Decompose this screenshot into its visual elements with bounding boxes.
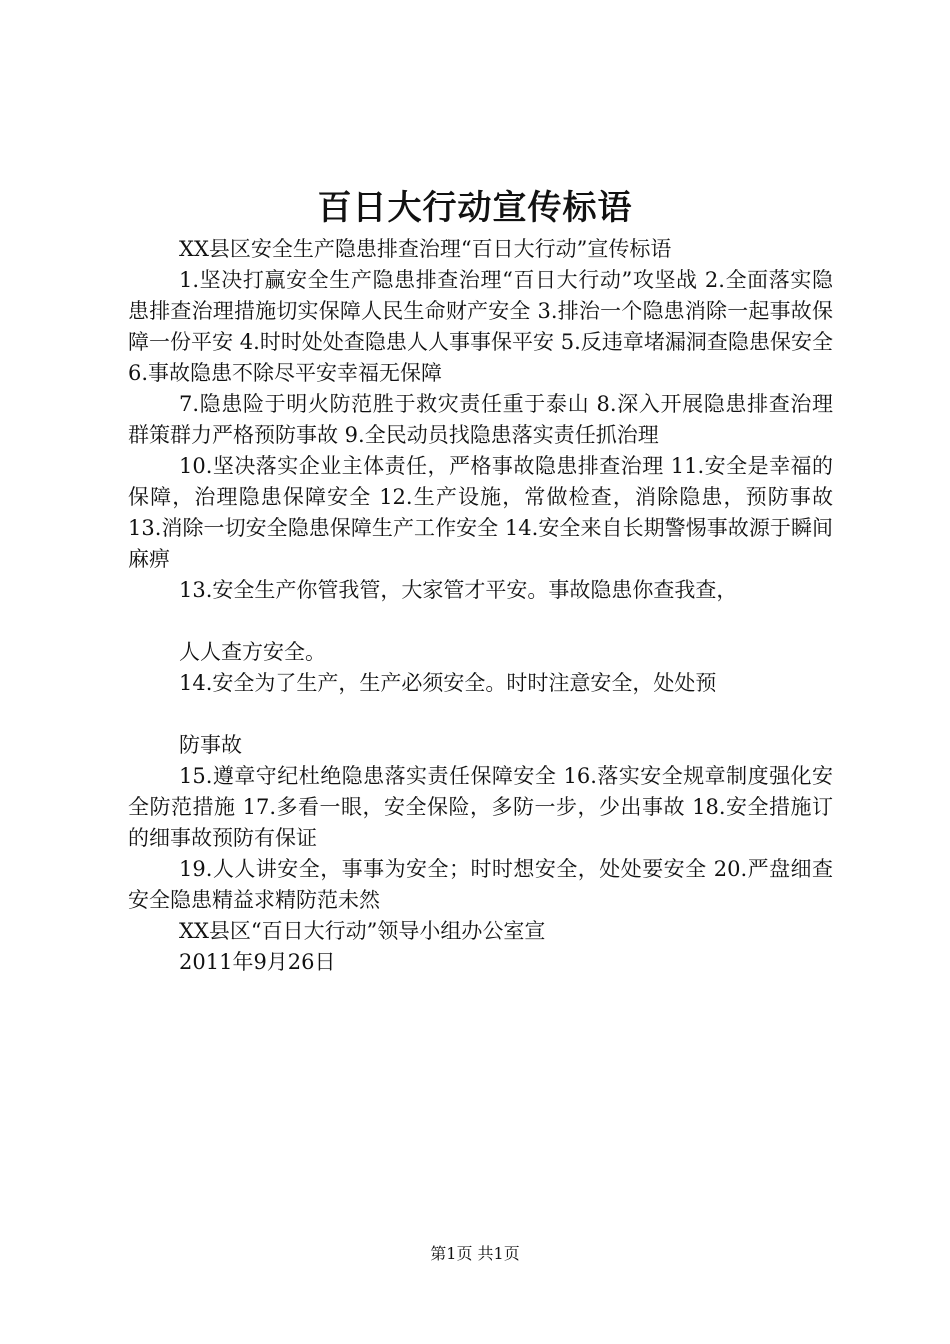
- paragraph-slogans-7-9: 7.隐患险于明火防范胜于救灾责任重于泰山 8.深入开展隐患排查治理群策群力严格预防事故 9.全民动员找隐患落实责任抓治理: [128, 392, 833, 447]
- paragraph-slogan-14-cont: 防事故: [179, 733, 242, 757]
- paragraph-slogan-13: 13.安全生产你管我管，大家管才平安。事故隐患你查我查，: [179, 578, 738, 602]
- paragraph-slogans-1-6: 1.坚决打赢安全生产隐患排查治理“百日大行动”攻坚战 2.全面落实隐患排查治理措施切实保障人民生命财产安全 3.排治一个隐患消除一起事故保障一份平安 4.时时处处查隐患人人事事保平安 5.反违章堵漏洞查隐患保安全 6.事故隐患不除尽平安幸福无保障: [128, 268, 833, 385]
- paragraph-slogans-15-18: 15.遵章守纪杜绝隐患落实责任保障安全 16.落实安全规章制度强化安全防范措施 17.多看一眼，安全保险，多防一步，少出事故 18.安全措施订的细事故预防有保证: [128, 764, 833, 850]
- paragraph-signature: XX县区“百日大行动”领导小组办公室宣: [179, 919, 546, 943]
- paragraph-heading: XX县区安全生产隐患排查治理“百日大行动”宣传标语: [179, 237, 672, 261]
- spacer: [128, 699, 833, 730]
- spacer: [128, 606, 833, 637]
- document-body: [128, 234, 833, 978]
- paragraph-slogan-13-cont: 人人查方安全。: [179, 640, 326, 664]
- paragraph-date: 2011年9月26日: [179, 950, 336, 974]
- paragraph-slogan-14: 14.安全为了生产，生产必须安全。时时注意安全，处处预: [179, 671, 717, 695]
- page-indicator: 第1页 共1页: [430, 1244, 520, 1263]
- paragraph-slogans-19-20: 19.人人讲安全，事事为安全；时时想安全，处处要安全 20.严盘细查安全隐患精益求精防范未然: [128, 857, 833, 912]
- paragraph-slogans-10-14: 10.坚决落实企业主体责任，严格事故隐患排查治理 11.安全是幸福的保障，治理隐患保障安全 12.生产设施，常做检查，消除隐患，预防事故 13.消除一切安全隐患保障生产工作安全 14.安全来自长期警惕事故源于瞬间麻痹: [128, 454, 833, 571]
- document-title: 百日大行动宣传标语: [317, 188, 633, 228]
